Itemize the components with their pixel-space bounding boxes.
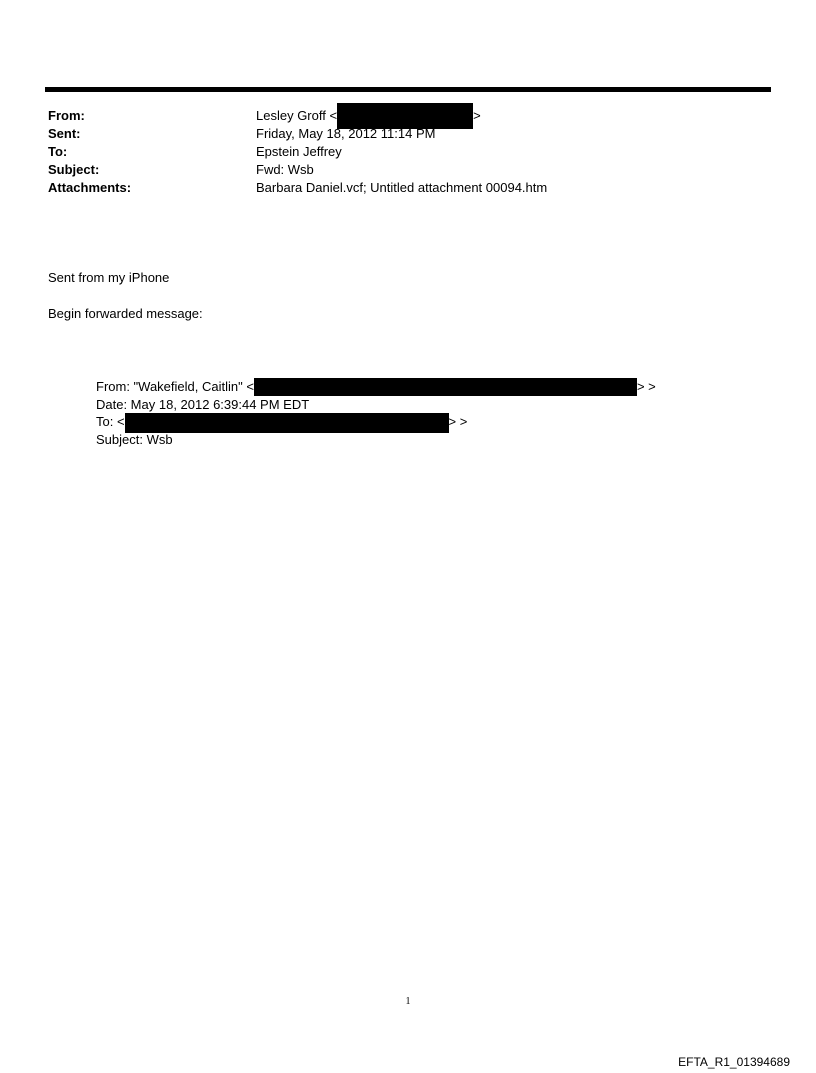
begin-forwarded-line: Begin forwarded message: [48, 306, 203, 321]
page-number: 1 [405, 996, 411, 1007]
bates-number: EFTA_R1_01394689 [678, 1055, 790, 1069]
sent-from-line: Sent from my iPhone [48, 270, 170, 285]
from-name: Lesley Groff < [256, 108, 338, 123]
to-label: To: [48, 144, 68, 159]
from-label: From: [48, 108, 85, 123]
forwarded-from-text: From: "Wakefield, Caitlin" < [96, 379, 254, 394]
attachments-value: Barbara Daniel.vcf; Untitled attachment 00094.htm [256, 180, 548, 195]
forwarded-from-end: > > [636, 379, 656, 394]
to-value: Epstein Jeffrey [256, 144, 342, 159]
redaction-box [125, 413, 449, 433]
sent-label: Sent: [48, 126, 81, 141]
attachments-label: Attachments: [48, 180, 132, 195]
header-rule [45, 87, 771, 92]
from-bracket: > [473, 108, 481, 123]
forwarded-to-end: > > [448, 414, 468, 429]
forwarded-date-line: Date: May 18, 2012 6:39:44 PM EDT [96, 397, 310, 412]
forwarded-subject-line: Subject: Wsb [96, 432, 173, 447]
subject-value: Fwd: Wsb [256, 162, 314, 177]
forwarded-to-line [96, 413, 467, 433]
redaction-box [254, 378, 637, 396]
forwarded-to-text: To: < [96, 414, 125, 429]
sent-value: Friday, May 18, 2012 11:14 PM [256, 126, 436, 141]
forwarded-from-line [96, 378, 656, 396]
subject-label: Subject: [48, 162, 100, 177]
